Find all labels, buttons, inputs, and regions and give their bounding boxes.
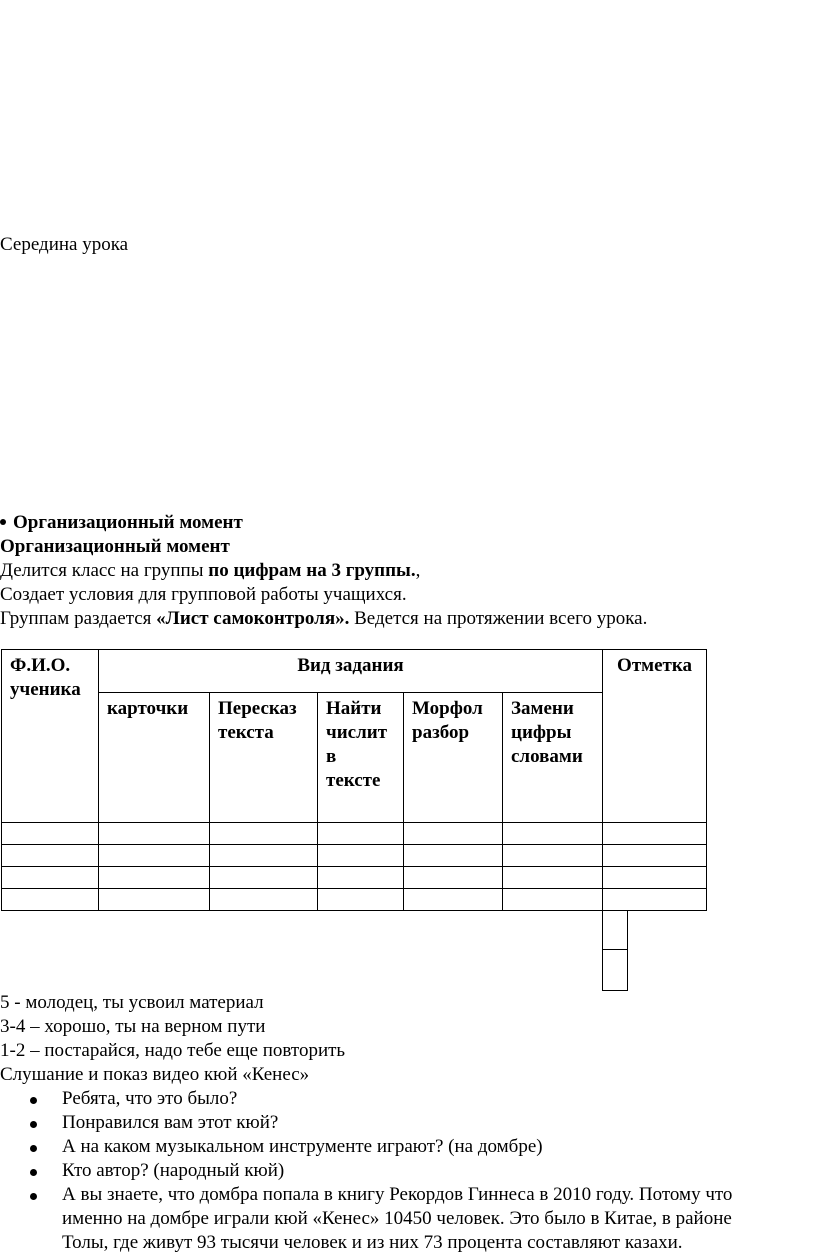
- extra-cell: [602, 910, 628, 950]
- section-heading: Организационный момент: [0, 536, 230, 557]
- bullet-icon: [30, 1193, 37, 1200]
- table-row: [2, 823, 707, 845]
- bullet-icon: [30, 1097, 37, 1104]
- header-replace-digits: Замени цифры словами: [503, 693, 603, 823]
- header-cards: карточки: [99, 693, 210, 823]
- group-work-line: Создает условия для групповой работы учащихся.: [0, 584, 407, 605]
- bullet-heading: Организационный момент: [0, 511, 243, 535]
- middle-title: Середина урока: [0, 234, 129, 255]
- list-item: Понравился вам этот кюй?: [62, 1112, 279, 1133]
- bullet-icon: [30, 1169, 37, 1176]
- table-row: [2, 867, 707, 889]
- header-task-type: Вид задания: [99, 650, 603, 693]
- table-row: [2, 889, 707, 911]
- video-line: Слушание и показ видео кюй «Кенес»: [0, 1064, 310, 1085]
- header-student-name: Ф.И.О. ученика: [2, 650, 99, 823]
- header-morph-analysis: Морфол разбор: [404, 693, 503, 823]
- list-item-continued: Толы, где живут 93 тысячи человек и из них 73 процента составляют казахи.: [62, 1232, 683, 1253]
- bullet-icon: [30, 1121, 37, 1128]
- grading-line: 1-2 – постарайся, надо тебе еще повторить: [0, 1040, 346, 1061]
- self-control-table: [1, 649, 707, 911]
- list-item: А вы знаете, что домбра попала в книгу Рекордов Гиннеса в 2010 году. Потому что: [62, 1184, 733, 1205]
- bullet-icon: [30, 1145, 37, 1152]
- list-item: А на каком музыкальном инструменте играют? (на домбре): [62, 1136, 543, 1157]
- list-item: Кто автор? (народный кюй): [62, 1160, 285, 1181]
- header-retelling: Пересказ текста: [210, 693, 318, 823]
- bullet-icon: [0, 519, 6, 525]
- header-find-numerals: Найти числит в тексте: [318, 693, 404, 823]
- group-division-line: Делится класс на группы по цифрам на 3 группы.,: [0, 560, 421, 581]
- list-item: Ребята, что это было?: [62, 1088, 238, 1109]
- list-item-continued: именно на домбре играли кюй «Кенес» 10450 человек. Это было в Китае, в районе: [62, 1208, 732, 1229]
- extra-cell: [602, 949, 628, 991]
- self-control-line: Группам раздается «Лист самоконтроля». Ведется на протяжении всего урока.: [0, 608, 648, 629]
- grading-line: 3-4 – хорошо, ты на верном пути: [0, 1016, 266, 1037]
- grading-line: 5 - молодец, ты усвоил материал: [0, 992, 264, 1013]
- table-row: [2, 845, 707, 867]
- header-mark: Отметка: [603, 650, 707, 823]
